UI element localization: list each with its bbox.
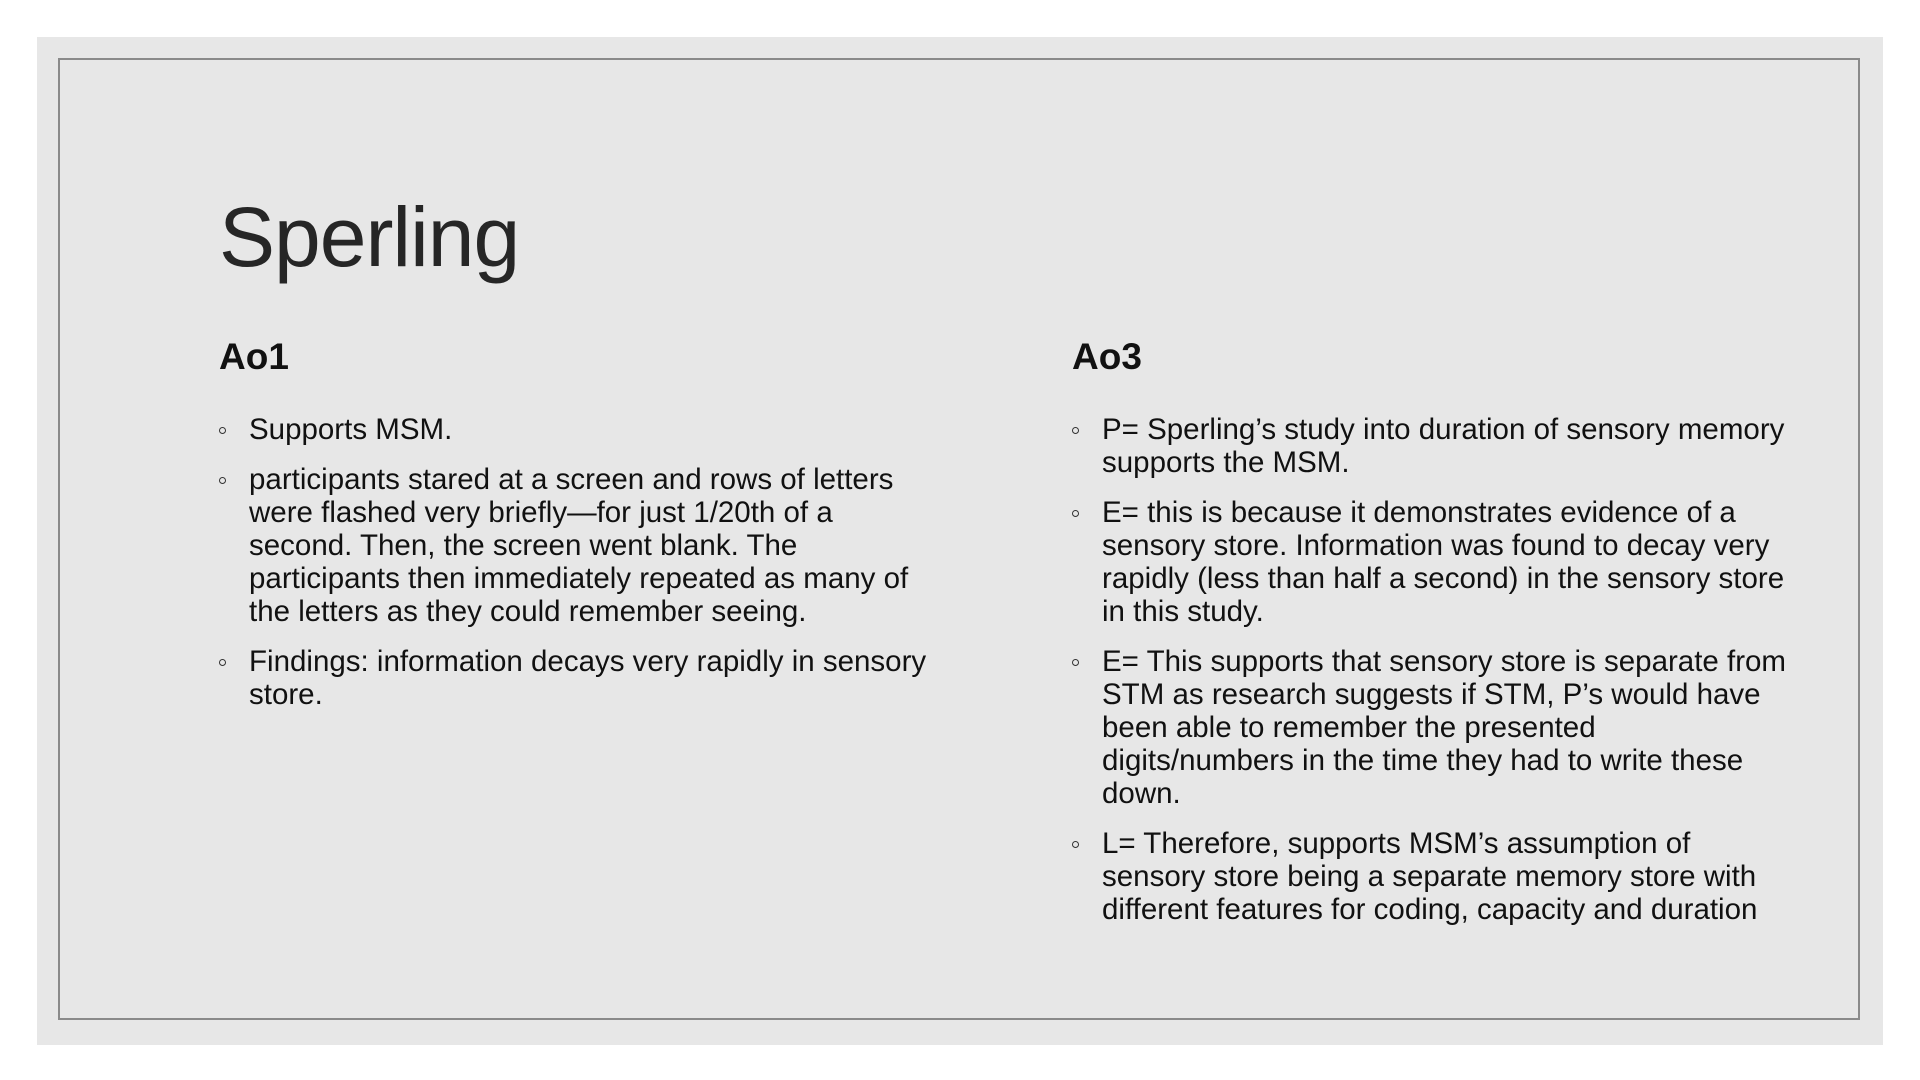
bullet-icon (1072, 510, 1079, 517)
ao3-bullet-item (1072, 645, 1792, 810)
slide-title: Sperling (219, 190, 520, 284)
bullet-icon (1072, 427, 1079, 434)
ao1-bullet-item (219, 645, 939, 711)
ao3-bullet-item (1072, 496, 1792, 628)
bullet-icon (1072, 841, 1079, 848)
ao1-heading: Ao1 (219, 336, 289, 377)
bullet-icon (219, 659, 226, 666)
ao3-bullet-list (1072, 413, 1792, 926)
ao1-bullet-text: participants stared at a screen and rows of letters were flashed very briefly—for just 1/20th of a second. Then, the screen went blank. The participants then immediately repeated as many of the letters as they could remember seeing. (249, 463, 909, 628)
ao1-column (219, 337, 939, 728)
bullet-icon (1072, 659, 1079, 666)
ao3-column (1072, 337, 1792, 943)
ao1-bullet-list (219, 413, 939, 711)
ao3-bullet-text: L= Therefore, supports MSM’s assumption of sensory store being a separate memory store with different features for coding, capacity and duration (1102, 827, 1758, 926)
ao3-bullet-item (1072, 827, 1792, 926)
ao1-bullet-text: Findings: information decays very rapidly in sensory store. (249, 645, 927, 711)
ao1-bullet-item (219, 413, 939, 446)
bullet-icon (219, 427, 226, 434)
ao3-bullet-text: P= Sperling’s study into duration of sensory memory supports the MSM. (1102, 413, 1785, 479)
ao3-bullet-text: E= This supports that sensory store is separate from STM as research suggests if STM, P’s would have been able to remember the presented digits/numbers in the time they had to write these down. (1102, 645, 1787, 810)
ao3-bullet-item (1072, 413, 1792, 479)
ao1-bullet-text: Supports MSM. (249, 413, 453, 446)
slide (37, 37, 1883, 1045)
ao3-heading: Ao3 (1072, 336, 1142, 377)
bullet-icon (219, 477, 226, 484)
ao3-bullet-text: E= this is because it demonstrates evidence of a sensory store. Information was found to decay very rapidly (less than half a second) in the sensory store in this study. (1102, 496, 1785, 628)
ao1-bullet-item (219, 463, 939, 628)
